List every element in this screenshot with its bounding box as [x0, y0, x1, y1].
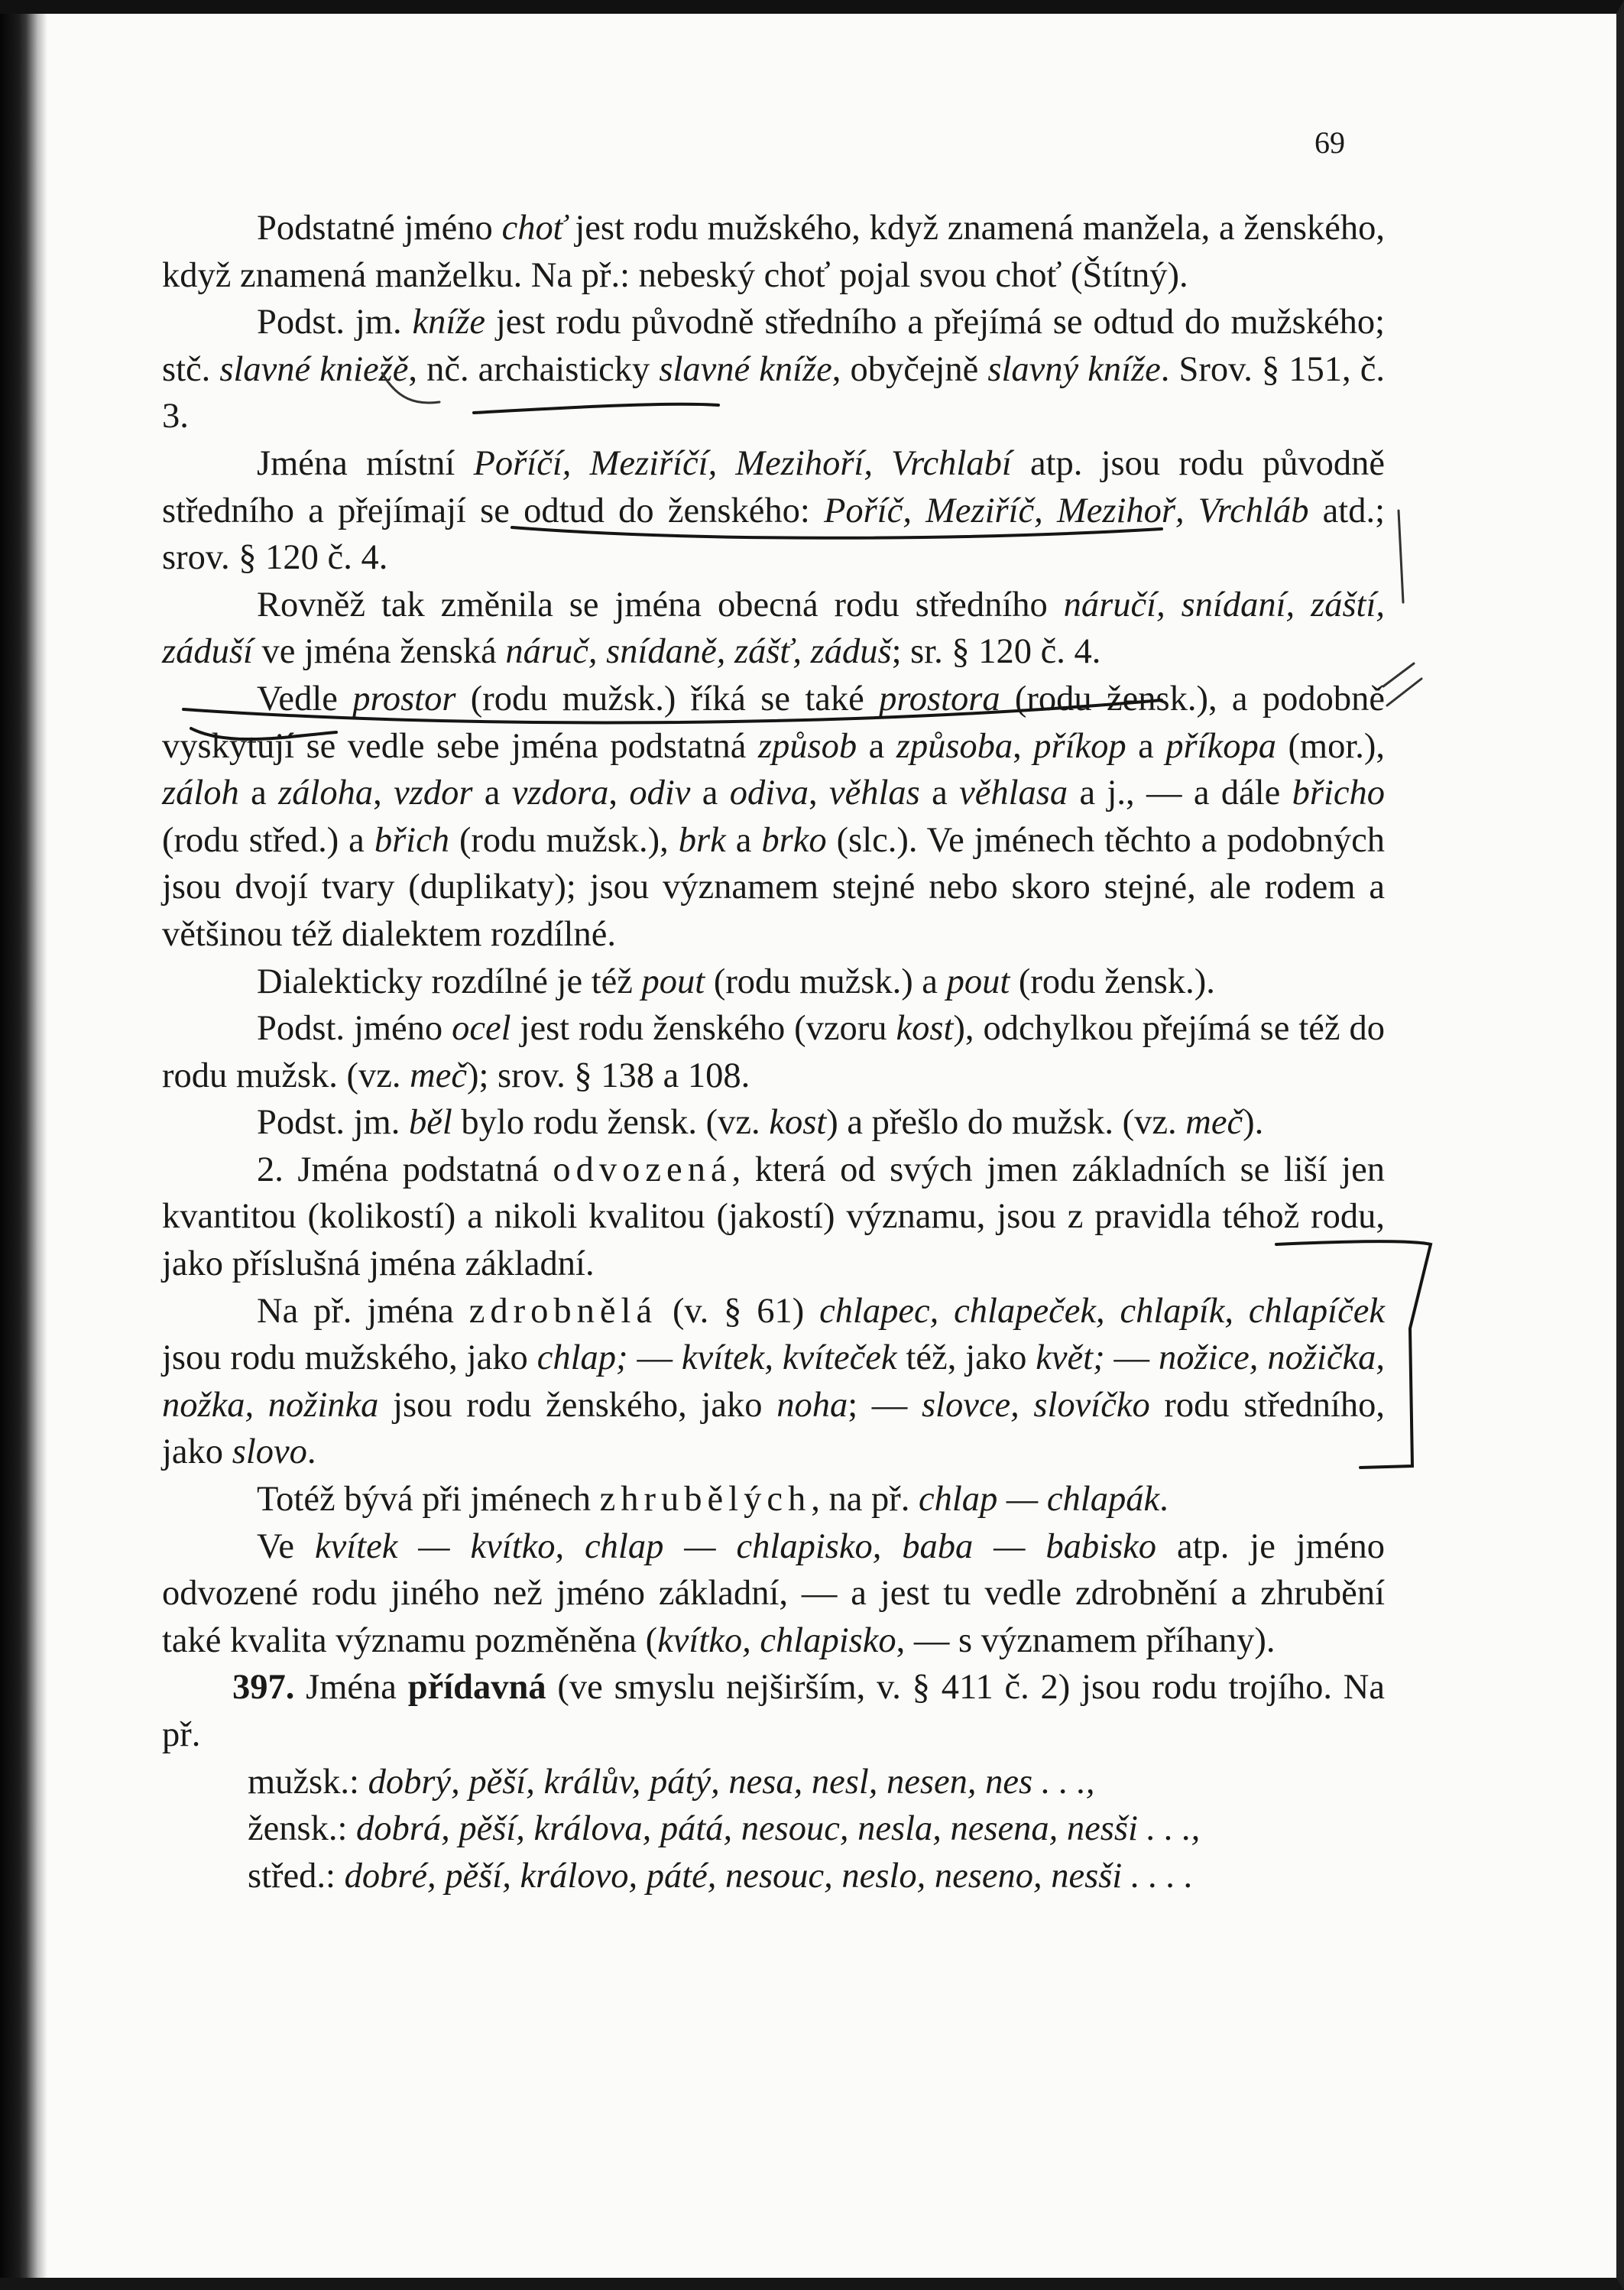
paragraph-obecna-jmena: Rovněž tak změnila se jména obecná rodu středního náručí, snídaní, záští, záduší ve jména ženská náruč, snídaně, zášť, záduš; sr. § 120 č. 4.: [162, 585, 1385, 672]
paragraph-mistni-jmena: Jména místní Poříčí, Meziříčí, Mezihoří, Vrchlabí atp. jsou rodu původně středního a přejímají se odtud do ženského: Poříč, Meziříč, Mezihoř, Vrchláb atd.; srov. § 120 č. 4.: [162, 443, 1386, 578]
paragraph-pout: Dialekticky rozdílné je též pout (rodu mužsk.) a pout (rodu žensk.).: [257, 962, 1215, 1001]
adjective-forms: [162, 1759, 1385, 1900]
section-397: 397. Jména přídavná (ve smyslu nejširším, v. § 411 č. 2) jsou rodu trojího. Na př.: [162, 1668, 1385, 1754]
paragraph-ocel: Podst. jméno ocel jest rodu ženského (vzoru kost), odchylkou přejímá se též do rodu mužsk. (vz. meč); srov. § 138 a 108.: [162, 1009, 1385, 1095]
pencil-bracket-right-mistni: [1399, 511, 1403, 602]
paragraph-chot: Podstatné jméno choť jest rodu mužského, když znamená manžela, a ženského, když znamená manželku. Na př.: nebeský choť pojal svou choť (Štítný).: [162, 209, 1385, 295]
paragraph-zhrubela: Totéž bývá při jménech zhrubělých, na př. chlap — chlapák.: [257, 1480, 1169, 1520]
paragraph-duplikaty: Vedle prostor (rodu mužsk.) říká se také prostora (rodu žensk.), a podobně vyskytují se vedle sebe jména podstatná způsob a způsoba, příkop a příkopa (mor.), záloh a záloha, vzdor a vzdora, odiv a odiva, věhlas a věhlasa a j., — a dále břicho (rodu střed.) a břich (rodu mužsk.), brk a brko (slc.). Ve jménech těchto a podobných jsou dvojí tvary (duplikaty); jsou významem stejné nebo skoro stejné, ale rodem a většinou též dialektem rozdílné.: [162, 679, 1386, 954]
forms-row-neuter: střed.: dobré, pěší, královo, páté, nesouc, neslo, neseno, nesši . . . .: [248, 1856, 1194, 1896]
body-text: [162, 205, 1385, 1899]
book-spine-shadow: [0, 14, 47, 2278]
paragraph-knize: Podst. jm. kníže jest rodu původně středního a přejímá se odtud do mužského; stč. slavné kniežě, nč. archaisticky slavné kníže, obyčejně slavný kníže. Srov. § 151, č. 3.: [162, 303, 1386, 436]
section-number: 397.: [232, 1668, 295, 1708]
forms-row-feminine: žensk.: dobrá, pěší, králova, pátá, nesouc, nesla, nesena, nesši . . .,: [248, 1809, 1201, 1849]
paragraph-bel: Podst. jm. běl bylo rodu žensk. (vz. kost) a přešlo do mužsk. (vz. meč).: [257, 1103, 1264, 1143]
forms-row-masculine: mužsk.: dobrý, pěší, králův, pátý, nesa, nesl, nesen, nes . . .,: [248, 1762, 1095, 1802]
pencil-slash-right: [1383, 663, 1421, 705]
paragraph-zdrobnela: Na př. jména zdrobnělá (v. § 61) chlapec, chlapeček, chlapík, chlapíček jsou rodu mužského, jako chlap; — kvítek, kvíteček též, jako květ; — nožice, nožička, nožka, nožinka jsou rodu ženského, jako noha; — slovce, slovíčko rodu středního, jako slovo.: [162, 1291, 1386, 1472]
paragraph-kvalita: Ve kvítek — kvítko, chlap — chlapisko, baba — babisko atp. je jméno odvozené rodu jiného než jméno základní, — a jest tu vedle zdrobnění a zhrubění také kvalita významu pozměněna (kvítko, chlapisko, — s významem příhany).: [162, 1526, 1385, 1660]
page-number: 69: [1314, 125, 1345, 160]
paragraph-odvozena: 2. Jména podstatná odvozená, která od svých jmen základních se liší jen kvantitou (kolikostí) a nikoli kvalitou (jakostí) významu, jsou z pravidla téhož rodu, jako příslušná jména základní.: [162, 1150, 1385, 1284]
